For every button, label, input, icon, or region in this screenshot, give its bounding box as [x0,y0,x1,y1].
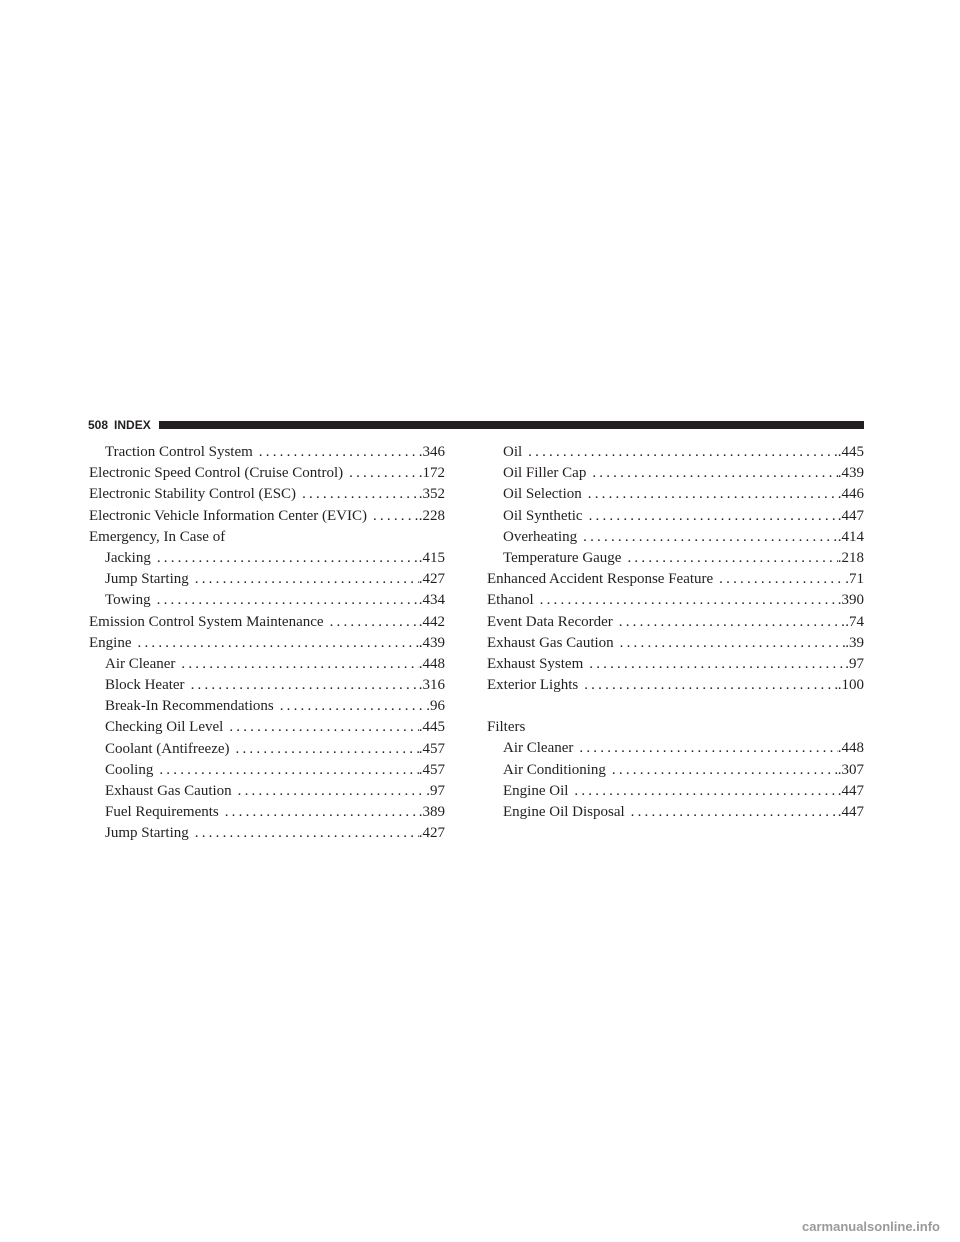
dot-leader [159,760,418,781]
entry-page: .316 [418,677,445,694]
dot-leader [181,654,418,675]
index-entry [89,569,445,590]
index-heading: Emergency, In Case of [89,528,226,545]
entry-label: Exhaust Gas Caution [487,634,614,651]
index-entry [89,548,445,569]
index-entry [89,781,445,802]
dot-leader [236,739,419,760]
index-entry [89,802,445,823]
entry-page: .97 [845,655,864,672]
entry-page: .39 [845,634,864,651]
entry-page: .97 [426,783,445,799]
dot-leader [574,781,837,802]
watermark: carmanualsonline.info [802,1219,940,1234]
index-column-right [487,442,864,823]
entry-label: Air Cleaner [105,655,176,672]
entry-label: Engine Oil Disposal [503,804,625,820]
dot-leader [619,612,845,633]
index-entry [89,739,445,760]
index-entry [487,633,864,654]
entry-page: .390 [837,592,864,609]
dot-leader [579,738,837,759]
entry-page: .414 [837,528,864,545]
dot-leader [259,442,419,463]
index-entry [487,506,864,527]
index-entry [487,569,864,590]
entry-page: .346 [418,444,445,460]
entry-label: Electronic Stability Control (ESC) [89,486,297,503]
page-number: 508 [88,417,109,432]
entry-page: .71 [845,571,864,588]
entry-page: .448 [837,740,864,757]
index-entry [487,442,864,463]
entry-page: .439 [418,634,445,651]
dot-leader [229,717,418,738]
entry-label: Oil Synthetic [503,507,583,524]
entry-label: Emission Control System Maintenance [89,613,324,630]
dot-leader [280,696,427,717]
entry-page: .447 [837,507,864,524]
dot-leader [191,675,419,696]
index-entry [487,527,864,548]
dot-leader [373,506,419,527]
index-entry [487,781,864,802]
entry-label: Engine [89,634,132,651]
entry-label: Air Cleaner [503,740,574,757]
index-entry [89,696,445,717]
index-entry [89,654,445,675]
entry-label: Oil Selection [503,486,582,503]
dot-leader [592,463,837,484]
entry-page: .457 [418,740,445,757]
dot-leader [330,612,419,633]
entry-page: .74 [845,613,864,630]
dot-leader [719,569,845,590]
dot-leader [583,527,838,548]
entry-label: Oil Filler Cap [503,465,587,482]
dot-leader [349,463,419,484]
entry-page: .172 [418,465,445,482]
index-entry [487,738,864,759]
entry-label: Oil [503,444,523,460]
entry-page: .448 [418,655,445,672]
dot-leader [195,823,419,844]
entry-page: .445 [837,444,864,460]
entry-label: Event Data Recorder [487,613,613,630]
entry-label: Exhaust Gas Caution [105,783,232,799]
index-entry [487,654,864,675]
dot-leader [238,781,427,802]
entry-label: Exterior Lights [487,677,579,694]
dot-leader [588,484,838,505]
entry-label: Cooling [105,761,154,778]
index-entry [487,463,864,484]
index-entry [89,463,445,484]
entry-page: .445 [418,719,445,736]
index-entry [89,612,445,633]
section-title: INDEX [114,417,151,432]
dot-leader [157,590,419,611]
entry-label: Air Conditioning [503,761,606,778]
index-entry [89,590,445,611]
dot-leader [195,569,419,590]
dot-leader [225,802,419,823]
entry-label: Towing [105,592,151,609]
entry-label: Temperature Gauge [503,549,622,566]
entry-label: Coolant (Antifreeze) [105,740,230,757]
entry-page: .415 [418,549,445,566]
entry-page: .439 [837,465,864,482]
entry-label: Engine Oil [503,782,569,799]
entry-page: .307 [837,761,864,778]
index-entry [487,548,864,569]
entry-page: .96 [426,698,445,715]
index-entry [487,612,864,633]
dot-leader [627,548,837,569]
entry-label: Jump Starting [105,825,189,842]
index-entry [89,506,445,527]
index-entry [89,717,445,738]
entry-label: Jump Starting [105,571,189,588]
entry-page: .218 [837,549,864,566]
page-header [88,416,864,433]
index-column-left [89,442,445,845]
entry-page: .100 [837,677,864,694]
entry-label: Electronic Speed Control (Cruise Control) [89,465,344,482]
entry-page: .447 [837,804,864,820]
index-heading: Filters [487,719,526,736]
entry-label: Break-In Recommendations [105,698,274,715]
entry-page: .352 [418,486,445,503]
dot-leader [302,484,419,505]
entry-page: .427 [418,825,445,842]
index-entry [89,484,445,505]
entry-label: Electronic Vehicle Information Center (EVIC) [89,507,367,524]
dot-leader [612,760,838,781]
dot-leader [584,675,838,696]
dot-leader [589,506,838,527]
entry-label: Jacking [105,549,151,566]
index-entry [487,590,864,611]
entry-page: .389 [418,804,445,821]
entry-label: Exhaust System [487,655,584,672]
entry-page: .446 [837,486,864,503]
dot-leader [157,548,419,569]
index-entry [89,675,445,696]
entry-label: Checking Oil Level [105,719,224,736]
index-entry [487,760,864,781]
index-entry [89,760,445,781]
header-rule [159,421,864,429]
dot-leader [620,633,846,654]
index-entry [487,675,864,696]
index-entry [487,802,864,823]
dot-leader [631,802,838,823]
dot-leader [528,442,838,463]
index-entry [487,484,864,505]
entry-label: Block Heater [105,677,185,694]
index-entry [89,442,445,463]
entry-label: Enhanced Accident Response Feature [487,571,714,588]
entry-label: Fuel Requirements [105,804,219,821]
entry-page: .434 [418,592,445,609]
index-entry [89,633,445,654]
dot-leader [138,633,419,654]
entry-page: .447 [837,782,864,799]
dot-leader [540,590,838,611]
dot-leader [589,654,845,675]
entry-label: Ethanol [487,592,534,609]
entry-page: .442 [418,613,445,630]
entry-page: .228 [418,507,445,524]
entry-label: Overheating [503,528,578,545]
entry-page: .457 [418,761,445,778]
entry-page: .427 [418,571,445,588]
index-entry [89,823,445,844]
entry-label: Traction Control System [105,444,253,460]
